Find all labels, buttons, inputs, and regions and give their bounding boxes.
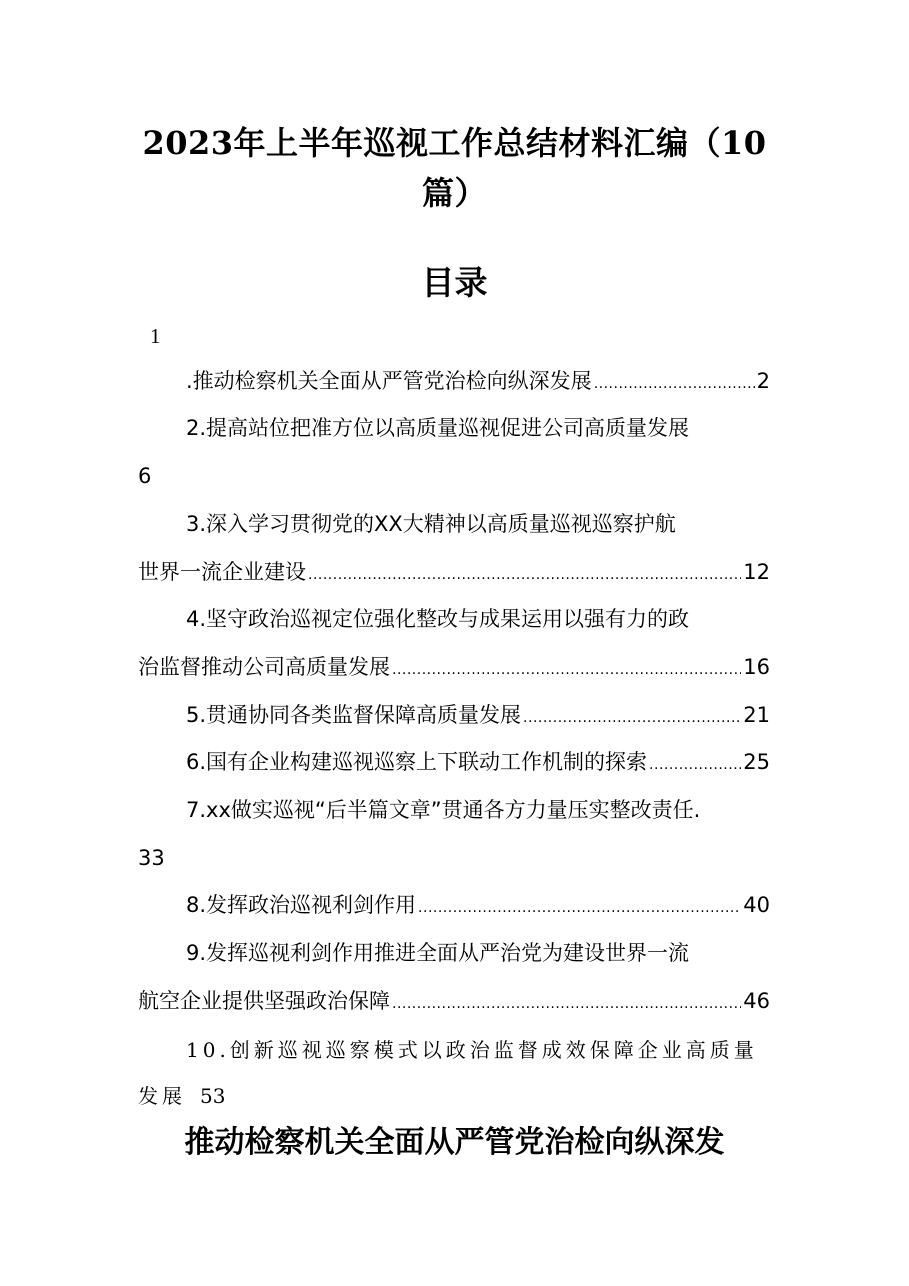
toc-entry-7[interactable] [186, 795, 770, 825]
toc-heading: 目录 [421, 263, 488, 302]
toc-entry-page: 21 [743, 703, 770, 727]
toc-entry-text: 7.xx做实巡视“后半篇文章”贯通各方力量压实整改责任. [186, 798, 701, 822]
toc-entry-10[interactable] [186, 1035, 770, 1065]
document-title [110, 118, 799, 218]
toc-entry-page: 46 [743, 989, 770, 1013]
toc-entry-text: 10.创新巡视巡察模式以政治监督成效保障企业高质量 [186, 1038, 758, 1062]
toc-entry-7-page-line [138, 843, 165, 873]
toc-leader-dots [594, 369, 755, 399]
toc-leader-dots [523, 703, 741, 733]
toc-leader-dots [308, 560, 741, 590]
toc-leader-dots [392, 989, 741, 1019]
toc-entry-text: .推动检察机关全面从严管党治检向纵深发展 [186, 369, 592, 393]
toc-entry-10-line2 [138, 1081, 225, 1111]
toc-leader-dots [649, 750, 741, 780]
toc-entry-text: 治监督推动公司高质量发展 [138, 655, 390, 679]
toc-entry-text: 世界一流企业建设 [138, 560, 306, 584]
toc-entry-text: 发展 [138, 1084, 186, 1108]
toc-entry-page: 16 [743, 655, 770, 679]
toc-entry-page: 25 [743, 750, 770, 774]
toc-entry-text: 9.发挥巡视利剑作用推进全面从严治党为建设世界一流 [186, 941, 690, 965]
toc-entry-text: 3.深入学习贯彻党的XX大精神以高质量巡视巡察护航 [186, 512, 676, 536]
toc-entry-4-line2 [138, 652, 770, 685]
toc-entry-3-line2 [138, 557, 770, 590]
toc-entry-2-page-line [138, 461, 151, 491]
toc-entry-4[interactable] [186, 604, 770, 634]
document-title-line1: 2023年上半年巡视工作总结材料汇编（10 [142, 124, 767, 162]
toc-stray-number: 1 [150, 324, 161, 348]
toc-entry-page: 40 [743, 893, 770, 917]
toc-entry-text: 4.坚守政治巡视定位强化整改与成果运用以强有力的政 [186, 607, 690, 631]
toc-entry-text: 5.贯通协同各类监督保障高质量发展 [186, 703, 522, 727]
toc-entry-9-line2 [138, 986, 770, 1019]
toc-entry-2[interactable] [186, 413, 770, 443]
toc-entry-3[interactable] [186, 509, 770, 539]
toc-entry-1[interactable] [186, 366, 770, 399]
toc-entry-text: 航空企业提供坚强政治保障 [138, 989, 390, 1013]
toc-entry-page: 33 [138, 846, 165, 870]
toc-entry-8[interactable] [186, 890, 770, 923]
toc-entry-page: 6 [138, 464, 152, 488]
section-heading: 推动检察机关全面从严管党治检向纵深发 [184, 1125, 725, 1160]
toc-entry-page: 12 [743, 560, 770, 584]
toc-entry-6[interactable] [186, 747, 770, 780]
toc-entry-page: 2 [756, 369, 770, 393]
toc-entry-5[interactable] [186, 700, 770, 733]
toc-entry-9[interactable] [186, 938, 770, 968]
toc-entry-text: 8.发挥政治巡视利剑作用 [186, 893, 417, 917]
toc-entry-page: 53 [200, 1084, 226, 1108]
toc-entry-text: 2.提高站位把准方位以高质量巡视促进公司高质量发展 [186, 416, 690, 440]
document-title-line2: 篇） [421, 174, 487, 212]
toc-entry-text: 6.国有企业构建巡视巡察上下联动工作机制的探索 [186, 750, 648, 774]
toc-leader-dots [418, 893, 741, 923]
toc-leader-dots [392, 655, 741, 685]
